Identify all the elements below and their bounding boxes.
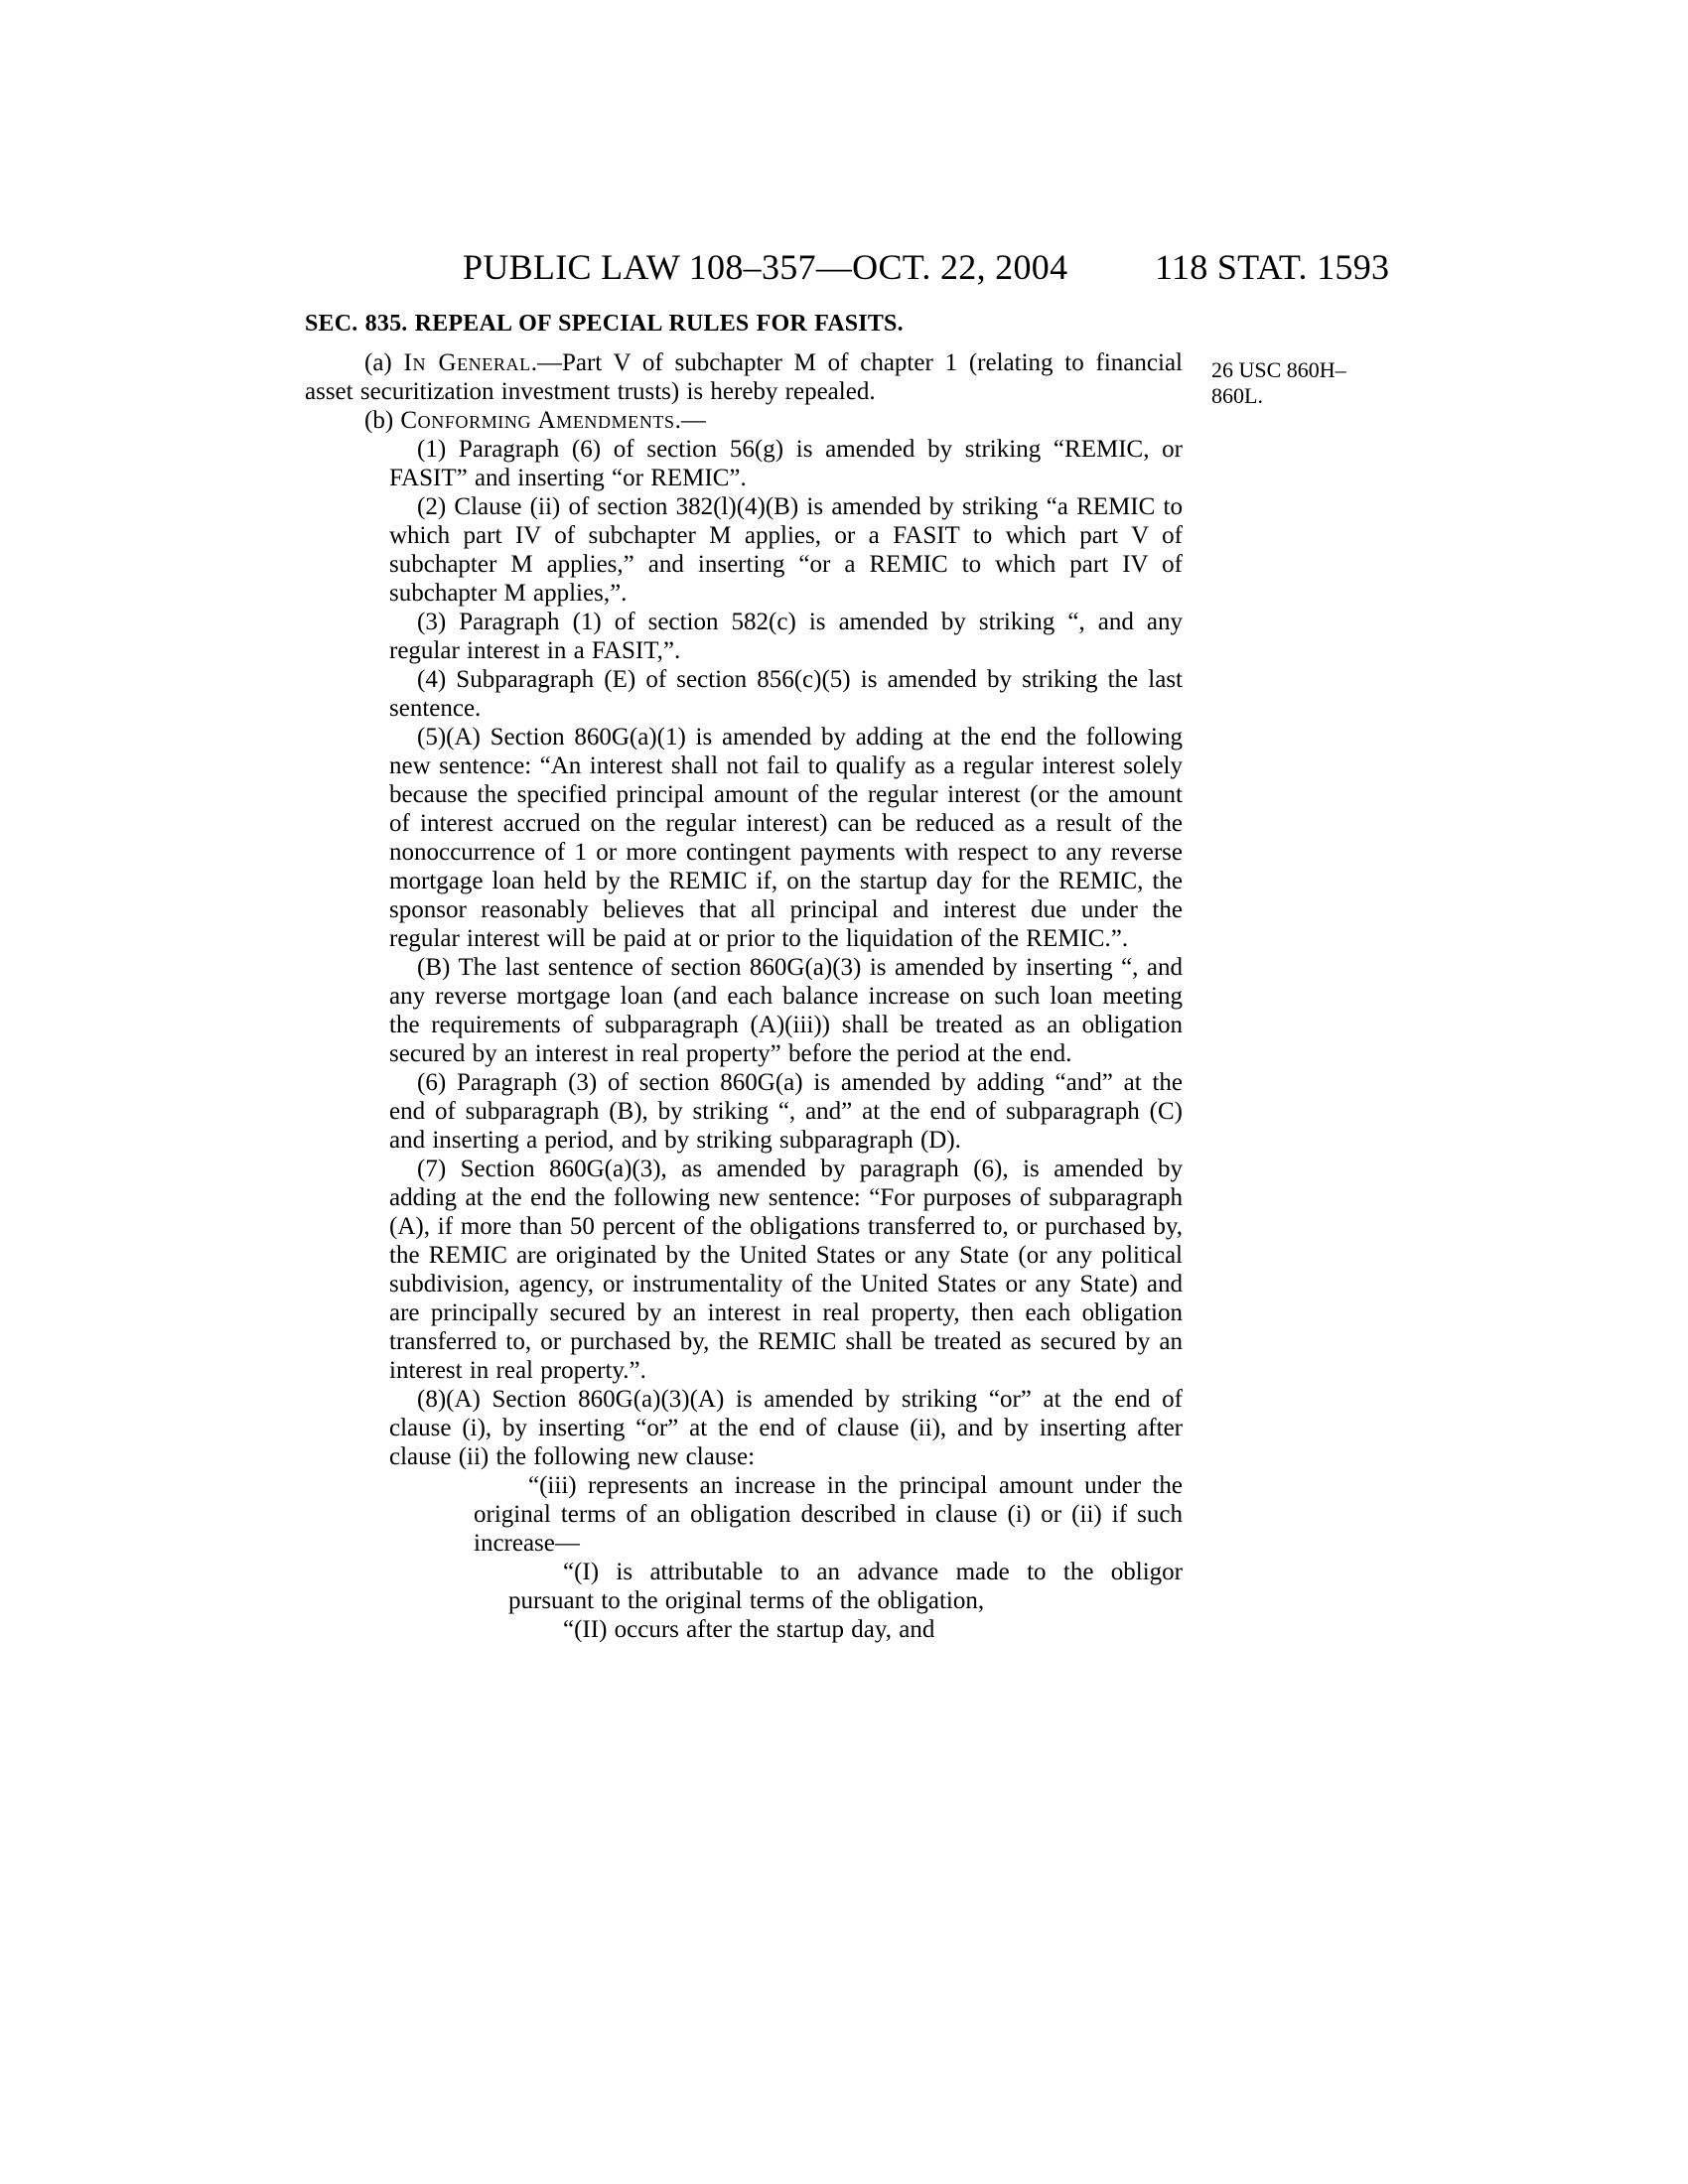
paragraph-b2: (2) Clause (ii) of section 382(l)(4)(B) is amended by striking “a REMIC to which part IV of subchapter M applies, or a FASIT to which part V of subchapter M applies,” and inserting “or a REMIC to which part IV of subchapter M applies,”. — [389, 493, 1183, 607]
paragraph-b4: (4) Subparagraph (E) of section 856(c)(5) is amended by striking the last sentence. — [389, 666, 1183, 722]
section-heading: SEC. 835. REPEAL OF SPECIAL RULES FOR FASITS. — [305, 311, 904, 337]
paragraph-b7: (7) Section 860G(a)(3), as amended by paragraph (6), is amended by adding at the end the following new sentence: “For purposes of subparagraph (A), if more than 50 percent of the obligations transferred to, or purchased by, the REMIC are originated by the United States or any State (or any political subdivision, agency, or instrumentality of the United States or any State) and are principally secured by an interest in real property, then each obligation transferred to, or purchased by, the REMIC shall be treated as secured by an interest in real property.”. — [389, 1156, 1183, 1384]
usc-margin-note-line2: 860L. — [1211, 383, 1263, 408]
quoted-subclause-II: “(II) occurs after the startup day, and — [563, 1616, 935, 1643]
paragraph-b6: (6) Paragraph (3) of section 860G(a) is amended by adding “and” at the end of subparagraph (B), by striking “, and” at the end of subparagraph (C) and inserting a period, and by striking subparagraph (D). — [389, 1069, 1183, 1154]
paragraph-b3: (3) Paragraph (1) of section 582(c) is amended by striking “, and any regular interest in a FASIT,”. — [389, 609, 1183, 664]
paragraph-b5A: (5)(A) Section 860G(a)(1) is amended by adding at the end the following new sentence: “An interest shall not fail to qualify as a regular interest solely because the specified principal amount of the regular interest (or the amount of interest accrued on the regular interest) can be reduced as a result of the nonoccurrence of 1 or more contingent payments with respect to any reverse mortgage loan held by the REMIC if, on the startup day for the REMIC, the sponsor reasonably believes that all principal and interest due under the regular interest will be paid at or prior to the liquidation of the REMIC.”. — [389, 724, 1183, 952]
paragraph-b5B: (B) The last sentence of section 860G(a)(3) is amended by inserting “, and any reverse mortgage loan (and each balance increase on such loan meeting the requirements of subparagraph (A)(iii)) shall be treated as an obligation secured by an interest in real property” before the period at the end. — [389, 954, 1183, 1067]
paragraph-a-prefix: (a) — [364, 349, 404, 376]
paragraph-b-prefix: (b) — [364, 407, 401, 434]
statute-body-column — [305, 310, 1183, 1644]
quoted-clause-iii: “(iii) represents an increase in the principal amount under the original terms of an obligation described in clause (i) or (ii) if such increase— — [474, 1472, 1183, 1557]
paragraph-b8A: (8)(A) Section 860G(a)(3)(A) is amended by striking “or” at the end of clause (i), by inserting “or” at the end of clause (ii), and by inserting after clause (ii) the following new clause: — [389, 1386, 1183, 1470]
usc-margin-note — [1211, 357, 1420, 409]
paragraph-a — [305, 348, 1183, 406]
paragraph-b-text: .— — [674, 407, 706, 434]
paragraph-b-smallcaps-label: Conforming Amendments — [400, 407, 675, 434]
paragraph-a-text: .—Part V of subchapter M of chapter 1 (relating to financial asset securitization investment trusts) is hereby repealed. — [305, 349, 1183, 405]
paragraph-b — [305, 406, 1183, 435]
usc-margin-note-line1: 26 USC 860H– — [1211, 357, 1346, 382]
running-head-title: PUBLIC LAW 108–357—OCT. 22, 2004 — [463, 247, 1068, 287]
paragraph-b1: (1) Paragraph (6) of section 56(g) is amended by striking “REMIC, or FASIT” and inserting “or REMIC”. — [389, 436, 1183, 491]
running-head-stat-number: 118 STAT. 1593 — [1155, 247, 1390, 287]
paragraph-a-smallcaps-label: In General — [403, 349, 531, 376]
quoted-subclause-I: “(I) is attributable to an advance made to the obligor pursuant to the original terms of the obligation, — [508, 1559, 1183, 1614]
